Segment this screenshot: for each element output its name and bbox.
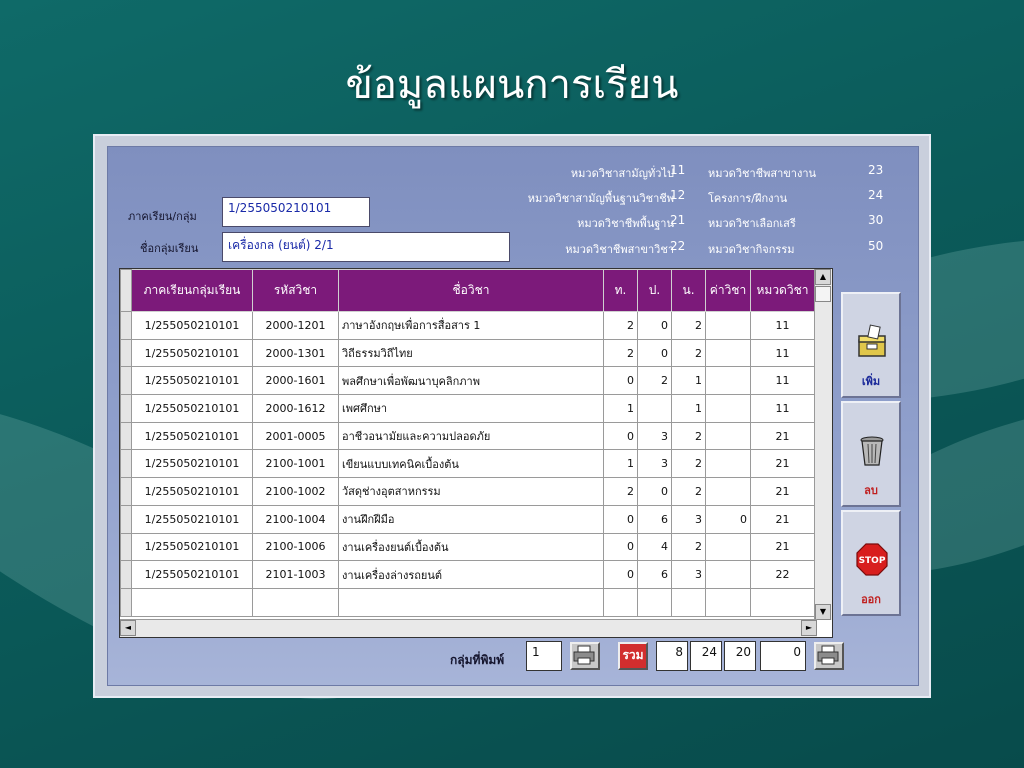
row-selector[interactable] <box>121 312 132 340</box>
table-header-row <box>121 270 815 312</box>
cell-cost[interactable] <box>706 588 751 616</box>
category-code: 23 <box>868 163 884 177</box>
column-header-category[interactable]: หมวดวิชา <box>751 270 815 312</box>
cell-category[interactable]: 21 <box>751 450 815 478</box>
category-label: หมวดวิชาสามัญทั่วไป <box>570 167 674 180</box>
cell-n[interactable] <box>672 588 706 616</box>
cell-cost[interactable] <box>706 561 751 589</box>
print-group-input[interactable]: 1 <box>526 641 562 671</box>
category-label: หมวดวิชาเลือกเสรี <box>708 217 796 230</box>
cell-semester-group[interactable]: 1/255050210101 <box>132 367 253 395</box>
category-label: หมวดวิชาชีพสาขาวิชา <box>565 243 674 256</box>
stop-sign-icon <box>855 542 889 578</box>
delete-button-label: ลบ <box>864 484 878 497</box>
row-selector[interactable] <box>121 367 132 395</box>
cell-name[interactable]: งานเครื่องล่างรถยนต์ <box>339 561 604 589</box>
table-row[interactable] <box>121 339 815 367</box>
exit-button-label: ออก <box>861 593 881 606</box>
cell-code[interactable]: 2100-1002 <box>253 478 339 506</box>
cell-name[interactable] <box>339 588 604 616</box>
category-code: 21 <box>670 213 686 227</box>
cell-n[interactable]: 2 <box>672 533 706 561</box>
column-header-cost[interactable]: ค่าวิชา <box>706 270 751 312</box>
scroll-thumb[interactable] <box>815 286 831 302</box>
printer-icon <box>572 644 596 666</box>
cell-code[interactable]: 2000-1201 <box>253 312 339 340</box>
group-name-label: ชื่อกลุ่มเรียน <box>140 242 199 255</box>
row-selector[interactable] <box>121 588 132 616</box>
row-selector[interactable] <box>121 533 132 561</box>
table-row[interactable] <box>121 312 815 340</box>
column-header-semester-group[interactable]: ภาคเรียนกลุ่มเรียน <box>132 270 253 312</box>
table-row[interactable] <box>121 533 815 561</box>
cell-name[interactable]: เพศศึกษา <box>339 395 604 423</box>
cell-p[interactable] <box>638 395 672 423</box>
table-row[interactable] <box>121 450 815 478</box>
cell-category[interactable]: 11 <box>751 339 815 367</box>
cell-semester-group[interactable] <box>132 588 253 616</box>
category-label: หมวดวิชากิจกรรม <box>708 243 795 256</box>
cell-n[interactable]: 2 <box>672 450 706 478</box>
scroll-down-icon[interactable]: ▼ <box>815 604 831 620</box>
stop-sign-text: STOP <box>858 556 886 566</box>
cell-category[interactable]: 21 <box>751 505 815 533</box>
cell-n[interactable]: 2 <box>672 422 706 450</box>
cell-code[interactable]: 2000-1612 <box>253 395 339 423</box>
cell-n[interactable]: 3 <box>672 505 706 533</box>
printer-icon <box>816 644 840 666</box>
row-selector[interactable] <box>121 478 132 506</box>
table-row[interactable] <box>121 588 815 616</box>
group-name-input[interactable]: เครื่องกล (ยนต์) 2/1 <box>222 232 510 262</box>
row-selector[interactable] <box>121 450 132 478</box>
form-panel <box>107 146 919 686</box>
row-selector[interactable] <box>121 339 132 367</box>
cell-semester-group[interactable]: 1/255050210101 <box>132 561 253 589</box>
category-code: 11 <box>670 163 686 177</box>
cell-t[interactable] <box>604 588 638 616</box>
cell-p[interactable]: 2 <box>638 367 672 395</box>
table-row[interactable] <box>121 367 815 395</box>
row-selector[interactable] <box>121 395 132 423</box>
table-row[interactable] <box>121 478 815 506</box>
total-t-field: 8 <box>656 641 688 671</box>
column-header-p[interactable]: ป. <box>638 270 672 312</box>
sum-button[interactable]: รวม <box>618 642 648 670</box>
cell-code[interactable]: 2100-1001 <box>253 450 339 478</box>
cell-t[interactable]: 0 <box>604 561 638 589</box>
row-selector-header[interactable] <box>121 270 132 312</box>
cell-p[interactable]: 6 <box>638 505 672 533</box>
print-group-button[interactable] <box>570 642 600 670</box>
column-header-t[interactable]: ท. <box>604 270 638 312</box>
row-selector[interactable] <box>121 422 132 450</box>
cell-name[interactable]: งานเครื่องยนต์เบื้องต้น <box>339 533 604 561</box>
column-header-code[interactable]: รหัสวิชา <box>253 270 339 312</box>
cell-category[interactable] <box>751 588 815 616</box>
cell-semester-group[interactable]: 1/255050210101 <box>132 450 253 478</box>
cell-semester-group[interactable]: 1/255050210101 <box>132 312 253 340</box>
category-code: 12 <box>670 188 686 202</box>
cell-t[interactable]: 1 <box>604 395 638 423</box>
horizontal-scrollbar[interactable] <box>120 619 817 637</box>
cell-t[interactable]: 0 <box>604 533 638 561</box>
table-row[interactable] <box>121 422 815 450</box>
cell-t[interactable]: 0 <box>604 505 638 533</box>
category-code: 50 <box>868 239 884 253</box>
cash-box-icon <box>855 324 889 360</box>
table-row[interactable] <box>121 561 815 589</box>
cell-category[interactable]: 11 <box>751 395 815 423</box>
category-label: โครงการ/ฝึกงาน <box>708 192 788 205</box>
column-header-n[interactable]: น. <box>672 270 706 312</box>
cell-cost[interactable] <box>706 312 751 340</box>
total-p-field: 24 <box>690 641 722 671</box>
cell-p[interactable]: 4 <box>638 533 672 561</box>
cell-n[interactable]: 1 <box>672 395 706 423</box>
scroll-right-icon[interactable]: ► <box>801 620 817 636</box>
cell-name[interactable]: อาชีวอนามัยและความปลอดภัย <box>339 422 604 450</box>
row-selector[interactable] <box>121 505 132 533</box>
cell-code[interactable]: 2101-1003 <box>253 561 339 589</box>
cell-name[interactable]: วิถีธรรมวิถีไทย <box>339 339 604 367</box>
cell-category[interactable]: 21 <box>751 533 815 561</box>
cell-t[interactable]: 2 <box>604 312 638 340</box>
vertical-scrollbar[interactable] <box>814 269 832 620</box>
category-label: หมวดวิชาชีพสาขางาน <box>708 167 817 180</box>
cell-semester-group[interactable]: 1/255050210101 <box>132 422 253 450</box>
category-code: 30 <box>868 213 884 227</box>
cell-category[interactable]: 11 <box>751 312 815 340</box>
add-button[interactable] <box>841 292 901 398</box>
cell-t[interactable]: 1 <box>604 450 638 478</box>
course-table <box>119 268 833 638</box>
cell-semester-group[interactable]: 1/255050210101 <box>132 395 253 423</box>
cell-t[interactable]: 2 <box>604 339 638 367</box>
cell-cost[interactable] <box>706 422 751 450</box>
cell-semester-group[interactable]: 1/255050210101 <box>132 478 253 506</box>
cell-code[interactable]: 2000-1601 <box>253 367 339 395</box>
category-code: 24 <box>868 188 884 202</box>
cell-name[interactable]: วัสดุช่างอุตสาหกรรม <box>339 478 604 506</box>
total-n-field: 20 <box>724 641 756 671</box>
cell-name[interactable]: เขียนแบบเทคนิคเบื้องต้น <box>339 450 604 478</box>
add-button-label: เพิ่ม <box>861 375 881 388</box>
category-label: หมวดวิชาชีพพื้นฐาน <box>577 217 674 230</box>
total-cost-field: 0 <box>760 641 806 671</box>
column-header-name[interactable]: ชื่อวิชา <box>339 270 604 312</box>
table-row[interactable] <box>121 395 815 423</box>
cell-p[interactable]: 3 <box>638 450 672 478</box>
table-row[interactable] <box>121 505 815 533</box>
page-title: ข้อมูลแผนการเรียน <box>345 62 679 108</box>
cell-n[interactable]: 2 <box>672 312 706 340</box>
cell-n[interactable]: 2 <box>672 478 706 506</box>
trash-can-icon <box>855 433 889 469</box>
cell-name[interactable]: งานฝึกฝีมือ <box>339 505 604 533</box>
delete-button[interactable] <box>841 401 901 507</box>
print-button[interactable] <box>814 642 844 670</box>
cell-cost[interactable] <box>706 533 751 561</box>
app-window <box>93 134 931 698</box>
cell-cost[interactable]: 0 <box>706 505 751 533</box>
cell-t[interactable]: 0 <box>604 367 638 395</box>
cell-semester-group[interactable]: 1/255050210101 <box>132 533 253 561</box>
semester-label: ภาคเรียน/กลุ่ม <box>128 210 197 223</box>
cell-cost[interactable] <box>706 339 751 367</box>
cell-t[interactable]: 0 <box>604 422 638 450</box>
cell-semester-group[interactable]: 1/255050210101 <box>132 339 253 367</box>
cell-cost[interactable] <box>706 478 751 506</box>
print-group-label: กลุ่มที่พิมพ์ <box>450 653 505 667</box>
semester-input[interactable]: 1/255050210101 <box>222 197 370 227</box>
row-selector[interactable] <box>121 561 132 589</box>
cell-n[interactable]: 2 <box>672 339 706 367</box>
cell-p[interactable]: 6 <box>638 561 672 589</box>
cell-p[interactable] <box>638 588 672 616</box>
cell-cost[interactable] <box>706 395 751 423</box>
cell-category[interactable]: 11 <box>751 367 815 395</box>
cell-t[interactable]: 2 <box>604 478 638 506</box>
cell-code[interactable]: 2100-1004 <box>253 505 339 533</box>
cell-n[interactable]: 1 <box>672 367 706 395</box>
cell-category[interactable]: 22 <box>751 561 815 589</box>
exit-button[interactable] <box>841 510 901 616</box>
category-code: 22 <box>670 239 686 253</box>
cell-cost[interactable] <box>706 450 751 478</box>
scroll-up-icon[interactable]: ▲ <box>815 269 831 285</box>
cell-code[interactable]: 2000-1301 <box>253 339 339 367</box>
cell-p[interactable]: 3 <box>638 422 672 450</box>
cell-p[interactable]: 0 <box>638 478 672 506</box>
cell-n[interactable]: 3 <box>672 561 706 589</box>
cell-code[interactable]: 2001-0005 <box>253 422 339 450</box>
cell-category[interactable]: 21 <box>751 478 815 506</box>
cell-cost[interactable] <box>706 367 751 395</box>
category-label: หมวดวิชาสามัญพื้นฐานวิชาชีพ <box>527 192 674 205</box>
cell-p[interactable]: 0 <box>638 312 672 340</box>
scroll-left-icon[interactable]: ◄ <box>120 620 136 636</box>
cell-p[interactable]: 0 <box>638 339 672 367</box>
cell-category[interactable]: 21 <box>751 422 815 450</box>
cell-code[interactable] <box>253 588 339 616</box>
cell-code[interactable]: 2100-1006 <box>253 533 339 561</box>
cell-semester-group[interactable]: 1/255050210101 <box>132 505 253 533</box>
course-table-body <box>120 269 815 617</box>
cell-name[interactable]: ภาษาอังกฤษเพื่อการสื่อสาร 1 <box>339 312 604 340</box>
cell-name[interactable]: พลศึกษาเพื่อพัฒนาบุคลิกภาพ <box>339 367 604 395</box>
